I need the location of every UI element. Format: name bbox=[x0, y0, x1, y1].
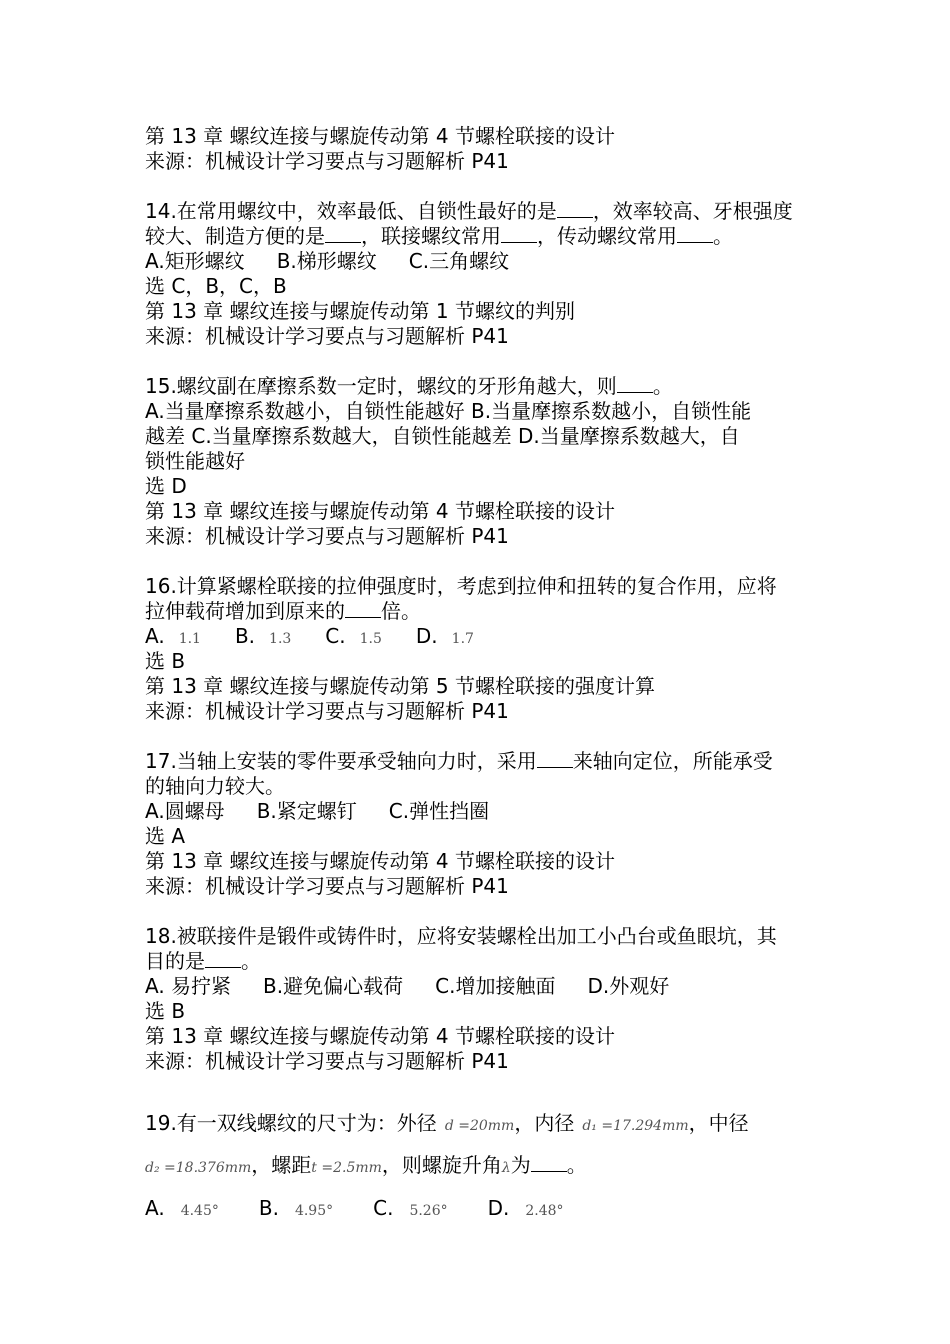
question-14-line-2: 较大、制造方便的是 ，联接螺纹常用 ，传动螺纹常用 。 bbox=[145, 224, 733, 248]
option-a-label: A. bbox=[145, 624, 165, 648]
option-c: C.三角螺纹 bbox=[408, 249, 510, 273]
option-a-value: 1.1 bbox=[178, 631, 201, 647]
source-line: 来源：机械设计学习要点与习题解析 P41 bbox=[145, 324, 509, 348]
option-b-label: B. bbox=[258, 1196, 279, 1220]
question-19-line-1: 19.有一双线螺纹的尺寸为：外径 d =20mm，内径 d₁ =17.294mm，中径 bbox=[145, 1111, 749, 1135]
option-d-label: D. bbox=[415, 624, 438, 648]
option-d-value: 2.48° bbox=[525, 1203, 564, 1219]
answer-line: 选 B bbox=[145, 649, 186, 673]
option-a: A. 易拧紧 bbox=[145, 974, 232, 998]
question-17-line-1: 17.当轴上安装的零件要承受轴向力时，采用 来轴向定位，所能承受 bbox=[145, 749, 773, 773]
answer-blank bbox=[501, 224, 537, 243]
option-c-value: 1.5 bbox=[359, 631, 382, 647]
answer-line: 选 D bbox=[145, 474, 187, 498]
option-c-label: C. bbox=[325, 624, 346, 648]
option-c-label: C. bbox=[373, 1196, 394, 1220]
math-outer-diameter: d =20mm bbox=[444, 1118, 515, 1134]
answer-blank bbox=[677, 224, 713, 243]
source-line: 来源：机械设计学习要点与习题解析 P41 bbox=[145, 874, 509, 898]
chapter-line: 第 13 章 螺纹连接与螺旋传动第 4 节螺栓联接的设计 bbox=[145, 499, 615, 523]
option-a-value: 4.45° bbox=[180, 1203, 219, 1219]
question-18-line-2: 目的是 。 bbox=[145, 949, 261, 973]
option-b: B.紧定螺钉 bbox=[256, 799, 357, 823]
option-a-label: A. bbox=[145, 1196, 165, 1220]
source-line: 来源：机械设计学习要点与习题解析 P41 bbox=[145, 524, 509, 548]
option-b-label: B. bbox=[234, 624, 256, 648]
math-lead-angle: λ bbox=[501, 1160, 511, 1176]
answer-line: 选 A bbox=[145, 824, 186, 848]
question-16-line-2: 拉伸载荷增加到原来的 倍。 bbox=[145, 599, 421, 623]
option-d-label: D. bbox=[487, 1196, 510, 1220]
question-16-line-1: 16.计算紧螺栓联接的拉伸强度时，考虑到拉伸和扭转的复合作用，应将 bbox=[145, 574, 777, 598]
question-15-options-line-1: A.当量摩擦系数越小，自锁性能越好 B.当量摩擦系数越小，自锁性能 bbox=[145, 399, 752, 423]
question-14-options bbox=[145, 249, 850, 274]
option-a: A.矩形螺纹 bbox=[145, 249, 245, 273]
question-18-options bbox=[145, 974, 850, 999]
answer-blank bbox=[537, 749, 573, 768]
option-b: B.梯形螺纹 bbox=[276, 249, 377, 273]
math-pitch-diameter: d₂ =18.376mm bbox=[145, 1160, 252, 1176]
answer-line: 选 C，B，C，B bbox=[145, 274, 287, 298]
chapter-line: 第 13 章 螺纹连接与螺旋传动第 4 节螺栓联接的设计 bbox=[145, 124, 615, 148]
question-17-line-2: 的轴向力较大。 bbox=[145, 774, 285, 798]
answer-line: 选 B bbox=[145, 999, 186, 1023]
source-line: 来源：机械设计学习要点与习题解析 P41 bbox=[145, 1049, 509, 1073]
chapter-line: 第 13 章 螺纹连接与螺旋传动第 4 节螺栓联接的设计 bbox=[145, 1024, 615, 1048]
math-inner-diameter: d₁ =17.294mm bbox=[582, 1118, 689, 1134]
answer-blank bbox=[531, 1153, 567, 1172]
answer-blank bbox=[205, 949, 241, 968]
option-a: A.圆螺母 bbox=[145, 799, 225, 823]
question-15-options-line-3: 锁性能越好 bbox=[145, 449, 245, 473]
chapter-line: 第 13 章 螺纹连接与螺旋传动第 5 节螺栓联接的强度计算 bbox=[145, 674, 655, 698]
option-d-value: 1.7 bbox=[451, 631, 474, 647]
question-15-line-1: 15.螺纹副在摩擦系数一定时，螺纹的牙形角越大，则 。 bbox=[145, 374, 673, 398]
answer-blank bbox=[345, 599, 381, 618]
option-b: B.避免偏心载荷 bbox=[263, 974, 404, 998]
option-b-value: 4.95° bbox=[294, 1203, 334, 1219]
chapter-line: 第 13 章 螺纹连接与螺旋传动第 1 节螺纹的判别 bbox=[145, 299, 575, 323]
question-14-line-1: 14.在常用螺纹中，效率最低、自锁性最好的是 ，效率较高、牙根强度 bbox=[145, 199, 793, 223]
question-15-options-line-2: 越差 C.当量摩擦系数越大，自锁性能越差 D.当量摩擦系数越大，自 bbox=[145, 424, 740, 448]
option-c-value: 5.26° bbox=[409, 1203, 448, 1219]
document-page bbox=[145, 124, 850, 1226]
source-line: 来源：机械设计学习要点与习题解析 P41 bbox=[145, 149, 509, 173]
source-line: 来源：机械设计学习要点与习题解析 P41 bbox=[145, 699, 509, 723]
answer-blank bbox=[617, 374, 653, 393]
question-19-line-2: d₂ =18.376mm，螺距t =2.5mm，则螺旋升角λ为 。 bbox=[145, 1153, 587, 1177]
option-b-value: 1.3 bbox=[269, 631, 292, 647]
question-16-options bbox=[145, 624, 850, 649]
answer-blank bbox=[325, 224, 361, 243]
question-19-options bbox=[145, 1190, 850, 1226]
math-pitch: t =2.5mm bbox=[311, 1160, 382, 1176]
question-17-options bbox=[145, 799, 850, 824]
answer-blank bbox=[557, 199, 593, 218]
option-d: D.外观好 bbox=[587, 974, 670, 998]
option-c: C.增加接触面 bbox=[435, 974, 556, 998]
option-c: C.弹性挡圈 bbox=[388, 799, 490, 823]
question-18-line-1: 18.被联接件是锻件或铸件时，应将安装螺栓出加工小凸台或鱼眼坑，其 bbox=[145, 924, 777, 948]
chapter-line: 第 13 章 螺纹连接与螺旋传动第 4 节螺栓联接的设计 bbox=[145, 849, 615, 873]
